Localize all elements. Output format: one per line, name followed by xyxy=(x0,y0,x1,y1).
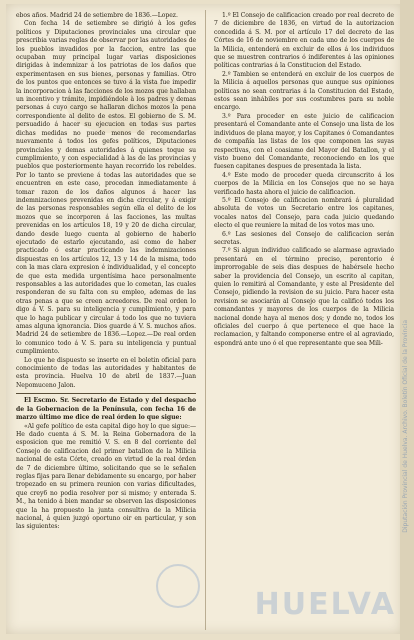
right-column xyxy=(214,12,394,348)
article-2: 2.º Tambien se entenderá en excluir de los cuerpos de la Milicia á aquellos personas que aunque sus opiniones políticas no sean contrarias á la Constitucion del Estado, estos sean inhábiles por sus costumbres para su noble encargo. xyxy=(214,70,394,112)
section-paragraph-1: «Al gefe político de esta capital digo hoy lo que sigue:—He dado cuenta á S. M. la Reina Gobernadora de la esposicion que me remitió V. S. en 8 del corriente del Consejo de calificacion del primer batallon de la Milicia nacional de esta Córte, creado en virtud de la real órden de 7 de diciembre último, solicitando que se le señalen reglas fijas para llenar debidamente su encargo, por haber tropezado en su primera reunion con varias dificultades, que crey6 no podia resolver por si mismo; y enterada S. M., ha tenido á bien mandar se observen las disposiciones que la ha propuesto la junta consultiva de la Milicia nacional, á quien juzgó oportuno oir en particular, y son las siguientes: xyxy=(16,422,196,531)
archive-margin-text: Diputación Provincial de Huelva. Archivo. Boletín Oficial de la Provincia xyxy=(402,320,409,533)
section-heading: El Escmo. Sr. Secretario de Estado y del despacho de la Gobernacion de la Península, con fecha 16 de marzo último me dice de real órden lo que sigue: xyxy=(16,397,196,422)
section-rule xyxy=(16,393,196,394)
article-4: 4.º Este modo de proceder queda circunscrito á los cuerpos de la Milicia en los Consejos que no se haya verificado hasta ahora el juicio de calificacion. xyxy=(214,171,394,196)
article-1: 1.º El Consejo de calificacion creado por real decreto de 7 de diciembre de 1836, en virtud de la autorizacion concedida á S. M. por el artículo 17 del decreto de las Córtes de 16 de noviembre en cada uno de los cuerpos de la Milicia, entenderá en excluir de ellos á los individuos que se muestren contrarios ó indiferentes á las opiniones políticas contrarias á la Constitucion del Estado. xyxy=(214,12,394,70)
article-7: 7.º Si algun individuo calificado se alarmase agraviado presentará en el término preciso, perentorio é improrrogable de seis dias despues de habérsele hecho saber la providencia del Consejo, un escrito al capitan, quien lo remitirá al Comandante, y este al Presidente del Consejo, pidiendo la revision de su juicio. Para hacer esta revision se asociarán al Consejo que la calificó todos los comandantes y mayores de los cuerpos de la Milicia nacional donde haya al menos dos; y donde no, todos los oficiales del cuerpo á que pertenece el que hace la reclamacion, y faltando componerse entre el al agraviado, espondrá ante uno ó el que representante que sea Mili- xyxy=(214,247,394,347)
column-divider xyxy=(205,10,206,630)
newspaper-page xyxy=(6,4,402,634)
header-line: ebos años. Madrid 24 de setiembre de 1836.—Lopez. xyxy=(16,12,178,19)
archive-seal xyxy=(156,564,200,608)
archive-margin-strip xyxy=(400,0,414,640)
left-paragraph-1: Con fecha 14 de setiembre se dirigió à los gefes políticos y Diputaciones provinciales una circular que prescribia varias reglas de observar por las autoridades de los pueblos invadidos por la faccion, entre las que ocupaban muy principal lugar varias disposiciones dirigidas à indemnizar á los patriotas de los daños que experimentasen en sus bienes, personas y familias. Otro de los puntos que entonces se tuvo á la vista fue impedir la incorporacion à las facciones de los mozos que hallaban un incentivo y trámite, impidiéndole à los padres y demas personas á cuyo cargo se hallaran dichos mozos la pena correspondiente al delito de estos. El gobierno de S. M. persuadido á hacer su ejecucion en todas sus partes dichas medidas no puede menos de recomendarlas nuevamente á todos los gefes políticos, Diputaciones provinciales y demas autoridades á quienes toque su cumplimiento, y con especialidad à las de las provincias y pueblos que posteriormente hayan recorrido los rebeldes. Por lo tanto se previene á todas las autoridades que se encuentren en este caso, procedan inmediatamente á tomar razon de los daños algunos á hacer las indemnizaciones prevenidas en dicha circular, y á exigir de las personas responsables según ella el delito de los mozos que se incorporen á las facciones, las multas prevenidas en los artículos 18, 19 y 20 de dicha circular, dando desde luego cuenta al gobierno de haberlo ejecutado de estarlo ejecutando, asi como de haber practicado ó estar practicando las indemnizaciones dispuestas en los artículos 12, 13 y 14 de la misma, todo con la mas clara expresion é individualidad, y el concepto de que esta medida urgentísima hace personalmente responsables a las autoridades que lo cometan, las cuales responderan de su falta con su empleo, ademas de las otras penas a que se creen acreedores. De real orden lo digo á V. S. para su inteligencia y cumplimiento, y para que lo haga publicar y circular á todo los que no tuviera amas alguna ignorancia. Dios guarde á V. S. muchos años. Madrid 24 de setiembre de 1836.—Lopez.—De real orden lo comunico todo á V. S. para su inteligencia y puntual cumplimiento. xyxy=(16,20,196,356)
article-6: 6.º Las sesiones del Consejo de calificacion serán secretas. xyxy=(214,230,394,246)
left-column xyxy=(16,12,196,532)
left-paragraph-2: Lo que he dispuesto se inserte en el boletin oficial para conocimiento de todas las autoridades y habitantes de esta provincia. Huelva 10 de abril de 1837.—Juan Nepomuceno Jalon. xyxy=(16,356,196,389)
article-5: 5.º El Consejo de calificacion nombrará á pluralidad absoluta de votos un Secretario entre los capitanes, vocales natos del Consejo, para cada juicio quedando electo el que reuniere la mitad de los votos mas uno. xyxy=(214,196,394,230)
article-3: 3.º Para proceder en este juicio de calificacion presentará el Comandante ante el Consejo una lista de los individuos de plana mayor, y los Capitanes ó Comandantes de compañía las listas de los que componen las suyas respectivas, con el coasiamo del Mayor del Batallon, y el visto bueno del Comandante, reconociendo en los que fuesen capitanes despues de presentada la lista. xyxy=(214,112,394,171)
watermark-logo: HUELVA xyxy=(254,587,396,622)
